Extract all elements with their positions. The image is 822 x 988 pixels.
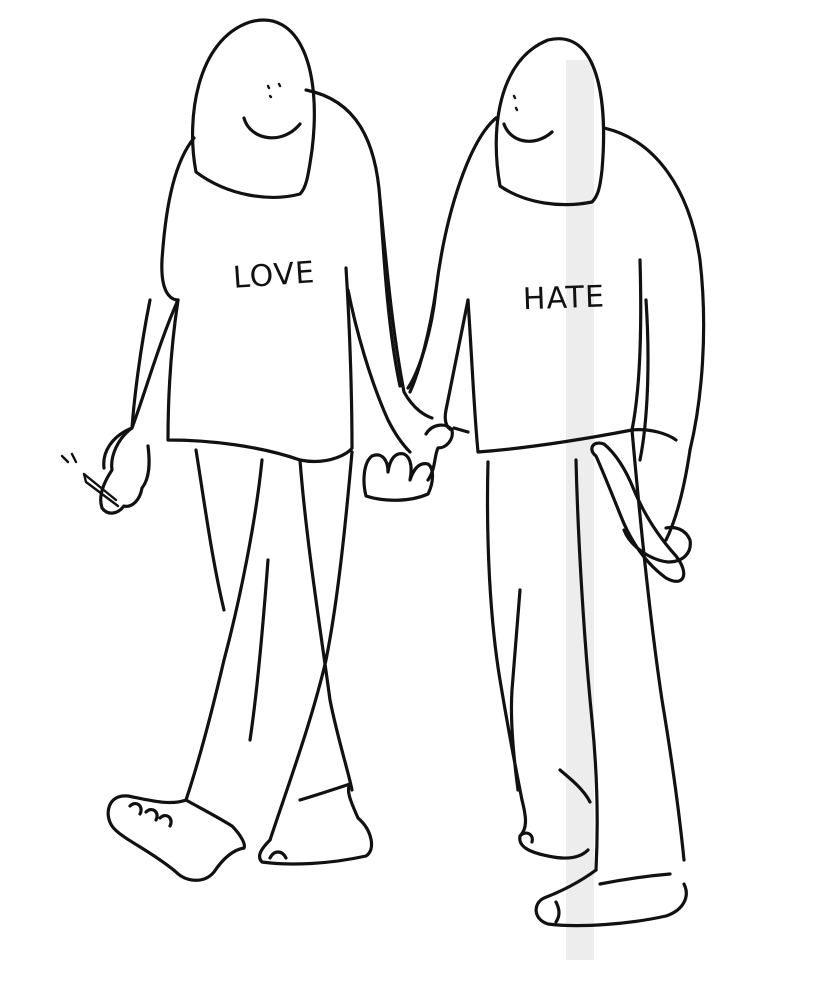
scan-streak — [566, 60, 594, 960]
love-shirt-text: LOVE — [231, 255, 317, 296]
hate-shirt-text: HATE — [522, 279, 606, 318]
